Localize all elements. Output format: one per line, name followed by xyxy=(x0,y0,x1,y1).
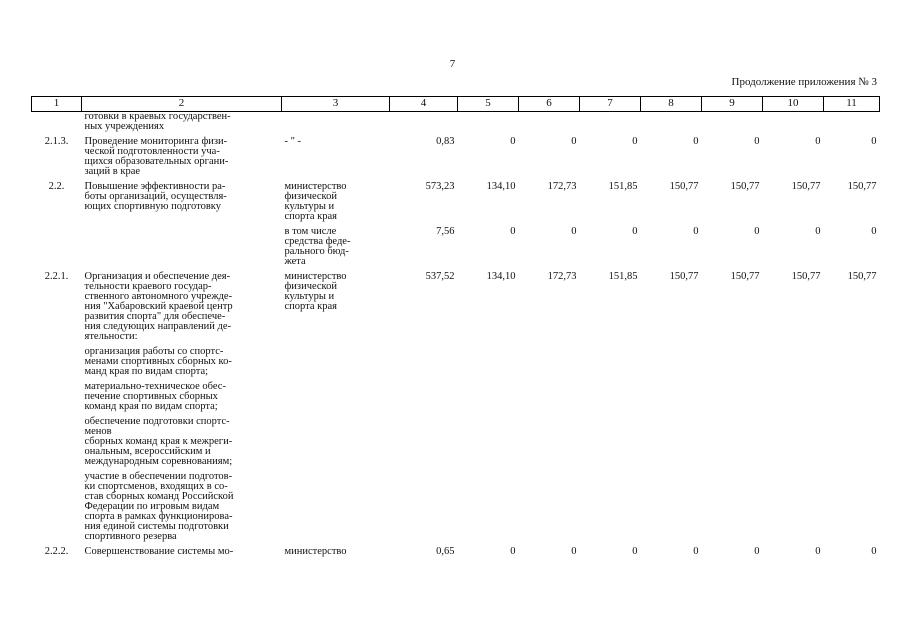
item-value xyxy=(641,412,702,467)
item-value xyxy=(702,112,763,133)
item-value: 7,56 xyxy=(436,226,455,237)
item-value xyxy=(519,112,580,133)
item-value: 0 xyxy=(571,546,577,557)
item-description: обеспечение подготовки спортс- менов сборных команд края к межреги- ональным, всероссийским и международным соревнованиям; xyxy=(84,416,233,467)
table-row xyxy=(32,542,880,557)
table-row xyxy=(32,132,880,177)
column-header: 11 xyxy=(824,97,880,112)
item-value: 150,77 xyxy=(847,271,877,282)
item-value xyxy=(580,467,641,542)
item-value xyxy=(390,412,458,467)
item-value: 537,52 xyxy=(425,271,455,282)
column-header: 1 xyxy=(32,97,82,112)
item-value xyxy=(763,377,824,412)
item-value xyxy=(702,467,763,542)
item-value xyxy=(458,112,519,133)
header-row xyxy=(32,97,880,112)
item-description xyxy=(82,222,282,267)
item-value xyxy=(702,377,763,412)
item-description: Повышение эффективности ра- боты организаций, осуществля- ющих спортивную подготовку xyxy=(84,181,227,212)
item-value xyxy=(580,412,641,467)
item-value: 134,10 xyxy=(486,271,516,282)
item-value: 172,73 xyxy=(547,271,577,282)
item-value xyxy=(458,377,519,412)
item-value: 151,85 xyxy=(608,271,638,282)
item-value xyxy=(763,467,824,542)
item-value: 0 xyxy=(871,546,877,557)
item-value xyxy=(824,412,880,467)
item-executor xyxy=(282,467,390,542)
item-code: 2.2.1. xyxy=(44,271,69,282)
item-value: 0 xyxy=(871,226,877,237)
item-code: 2.2. xyxy=(48,181,65,192)
item-executor: министерство физической культуры и спорта края xyxy=(284,271,347,312)
item-value: 0 xyxy=(815,226,821,237)
item-code xyxy=(32,342,82,377)
item-value xyxy=(390,112,458,133)
item-code xyxy=(32,112,82,133)
table-row xyxy=(32,412,880,467)
column-header: 4 xyxy=(390,97,458,112)
item-executor xyxy=(282,377,390,412)
item-description: Организация и обеспечение дея- тельности краевого государ- ственного автономного учрежде- ния "Хабаровский краевой центр развития спорта" для обеспече- ния следующих направлений де- ятельности: xyxy=(84,271,233,342)
item-code xyxy=(32,222,82,267)
item-code xyxy=(32,467,82,542)
item-value: 0 xyxy=(571,136,577,147)
item-value: 150,77 xyxy=(847,181,877,192)
item-description: материально-техническое обес- печение спортивных сборных команд края по видам спорта; xyxy=(84,381,226,412)
item-value xyxy=(519,342,580,377)
item-value: 0 xyxy=(510,226,516,237)
table-row xyxy=(32,222,880,267)
item-value: 0 xyxy=(815,546,821,557)
table-row xyxy=(32,112,880,133)
item-value: 0 xyxy=(754,136,760,147)
item-value: 0 xyxy=(754,546,760,557)
table-row xyxy=(32,467,880,542)
item-value xyxy=(641,342,702,377)
column-header: 10 xyxy=(763,97,824,112)
item-description: готовки в краевых государствен- ных учреждениях xyxy=(84,111,231,132)
item-value xyxy=(390,342,458,377)
item-description: участие в обеспечении подготов- ки спортсменов, входящих в со- став сборных команд Российской Федерации по игровым видам спорта в рамках функционирова- ния единой системы подготовки спортивного резерва xyxy=(84,471,234,542)
item-value xyxy=(458,342,519,377)
item-value xyxy=(519,467,580,542)
table-row xyxy=(32,377,880,412)
item-value xyxy=(763,412,824,467)
item-value xyxy=(519,412,580,467)
item-value: 573,23 xyxy=(425,181,455,192)
item-value xyxy=(824,342,880,377)
item-executor: министерство физической культуры и спорта края xyxy=(284,181,347,222)
item-value xyxy=(390,467,458,542)
column-header: 3 xyxy=(282,97,390,112)
column-header: 5 xyxy=(458,97,519,112)
column-header: 8 xyxy=(641,97,702,112)
item-value xyxy=(763,112,824,133)
item-value: 150,77 xyxy=(669,271,699,282)
item-value: 150,77 xyxy=(669,181,699,192)
item-executor xyxy=(282,342,390,377)
item-code xyxy=(32,377,82,412)
item-description: организация работы со спортс- менами спортивных сборных ко- манд края по видам спорта; xyxy=(84,346,232,377)
page-number: 7 xyxy=(449,58,456,70)
item-code: 2.2.2. xyxy=(44,546,69,557)
item-value xyxy=(702,342,763,377)
item-value: 0 xyxy=(632,546,638,557)
item-value: 0 xyxy=(871,136,877,147)
item-value xyxy=(824,467,880,542)
item-value: 150,77 xyxy=(730,271,760,282)
item-value xyxy=(641,467,702,542)
item-code: 2.1.3. xyxy=(44,136,69,147)
item-value xyxy=(641,112,702,133)
continuation-label: Продолжение приложения № 3 xyxy=(731,76,877,88)
item-value xyxy=(702,412,763,467)
item-description: Совершенствование системы мо- xyxy=(84,546,234,557)
item-value: 172,73 xyxy=(547,181,577,192)
column-header: 6 xyxy=(519,97,580,112)
column-header: 2 xyxy=(82,97,282,112)
item-value: 0 xyxy=(754,226,760,237)
item-value xyxy=(641,377,702,412)
item-executor: в том числе средства феде- рального бюд- жета xyxy=(284,226,351,267)
item-value xyxy=(519,377,580,412)
item-value: 0 xyxy=(815,136,821,147)
item-code xyxy=(32,412,82,467)
item-executor xyxy=(282,412,390,467)
item-value: 0 xyxy=(510,136,516,147)
table-row xyxy=(32,177,880,222)
item-value: 150,77 xyxy=(791,271,821,282)
item-value xyxy=(824,112,880,133)
item-value: 0 xyxy=(632,136,638,147)
item-value xyxy=(458,467,519,542)
item-value: 134,10 xyxy=(486,181,516,192)
item-value: 150,77 xyxy=(730,181,760,192)
item-value xyxy=(763,342,824,377)
table-row xyxy=(32,342,880,377)
item-executor: министерство xyxy=(284,546,347,557)
column-header: 9 xyxy=(702,97,763,112)
item-description: Проведение мониторинга физи- ческой подготовленности уча- щихся образовательных органи- заций в крае xyxy=(84,136,229,177)
item-value: 0,65 xyxy=(436,546,455,557)
item-value xyxy=(580,112,641,133)
item-value: 0 xyxy=(632,226,638,237)
item-executor xyxy=(282,112,390,133)
item-value: 0 xyxy=(693,136,699,147)
item-value: 0,83 xyxy=(436,136,455,147)
item-value: 0 xyxy=(510,546,516,557)
column-header: 7 xyxy=(580,97,641,112)
table-row xyxy=(32,267,880,342)
item-value xyxy=(580,377,641,412)
item-value xyxy=(824,377,880,412)
item-value: 150,77 xyxy=(791,181,821,192)
item-value xyxy=(390,377,458,412)
item-value: 0 xyxy=(693,546,699,557)
budget-table xyxy=(31,96,880,557)
item-executor: - " - xyxy=(284,136,302,147)
item-value: 0 xyxy=(693,226,699,237)
item-value: 151,85 xyxy=(608,181,638,192)
item-value xyxy=(458,412,519,467)
item-value: 0 xyxy=(571,226,577,237)
item-value xyxy=(580,342,641,377)
